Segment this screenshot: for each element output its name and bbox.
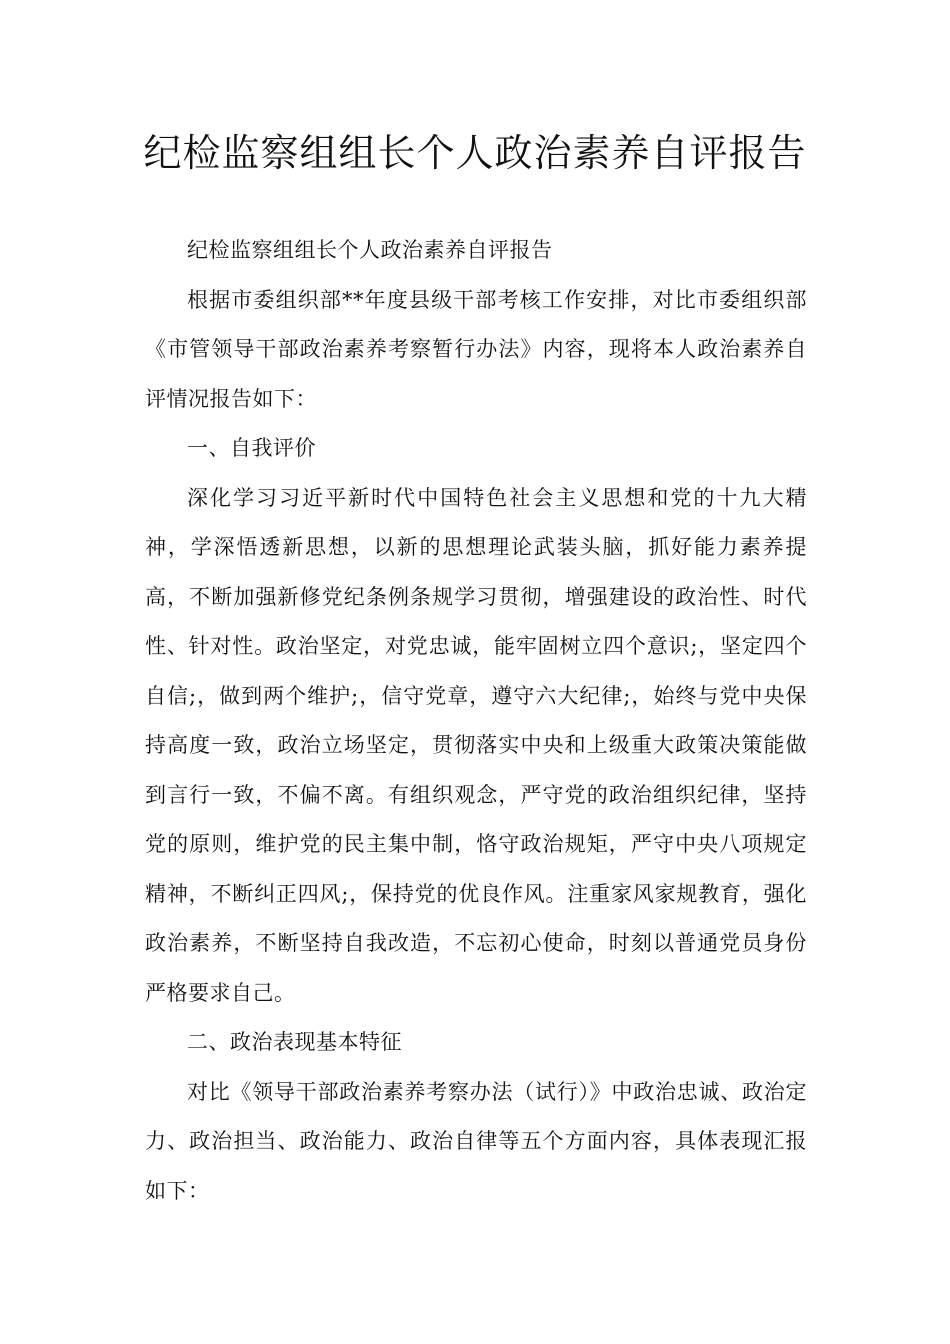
paragraph-self-evaluation: 深化学习习近平新时代中国特色社会主义思想和党的十九大精神，学深悟透新思想，以新的思想理论武装头脑，抓好能力素养提高，不断加强新修党纪条例条规学习贯彻，增强建设的政治性、时代性、针对性。政治坚定，对党忠诚，能牢固树立四个意识;，坚定四个自信;，做到两个维护;，信守党章，遵守六大纪律;，始终与党中央保持高度一致，政治立场坚定，贯彻落实中央和上级重大政策决策能做到言行一致，不偏不离。有组织观念，严守党的政治组织纪律，坚持党的原则，维护党的民主集中制，恪守政治规矩，严守中央八项规定精神，不断纠正四风;，保持党的优良作风。注重家风家规教育，强化政治素养，不断坚持自我改造，不忘初心使命，时刻以普通党员身份严格要求自己。 xyxy=(145,485,807,1005)
section-heading-political-features: 二、政治表现基本特征 xyxy=(187,1030,402,1054)
paragraph-subtitle: 纪检监察组组长个人政治素养自评报告 xyxy=(187,238,553,262)
section-heading-self-evaluation: 一、自我评价 xyxy=(187,436,316,460)
document-body xyxy=(145,226,807,1216)
paragraph-political-features: 对比《领导干部政治素养考察办法（试行）》中政治忠诚、政治定力、政治担当、政治能力、政治自律等五个方面内容，具体表现汇报如下： xyxy=(145,1079,807,1203)
paragraph-intro: 根据市委组织部**年度县级干部考核工作安排，对比市委组织部《市管领导干部政治素养考察暂行办法》内容，现将本人政治素养自评情况报告如下： xyxy=(145,287,807,411)
document-title: 纪检监察组组长个人政治素养自评报告 xyxy=(143,131,807,175)
